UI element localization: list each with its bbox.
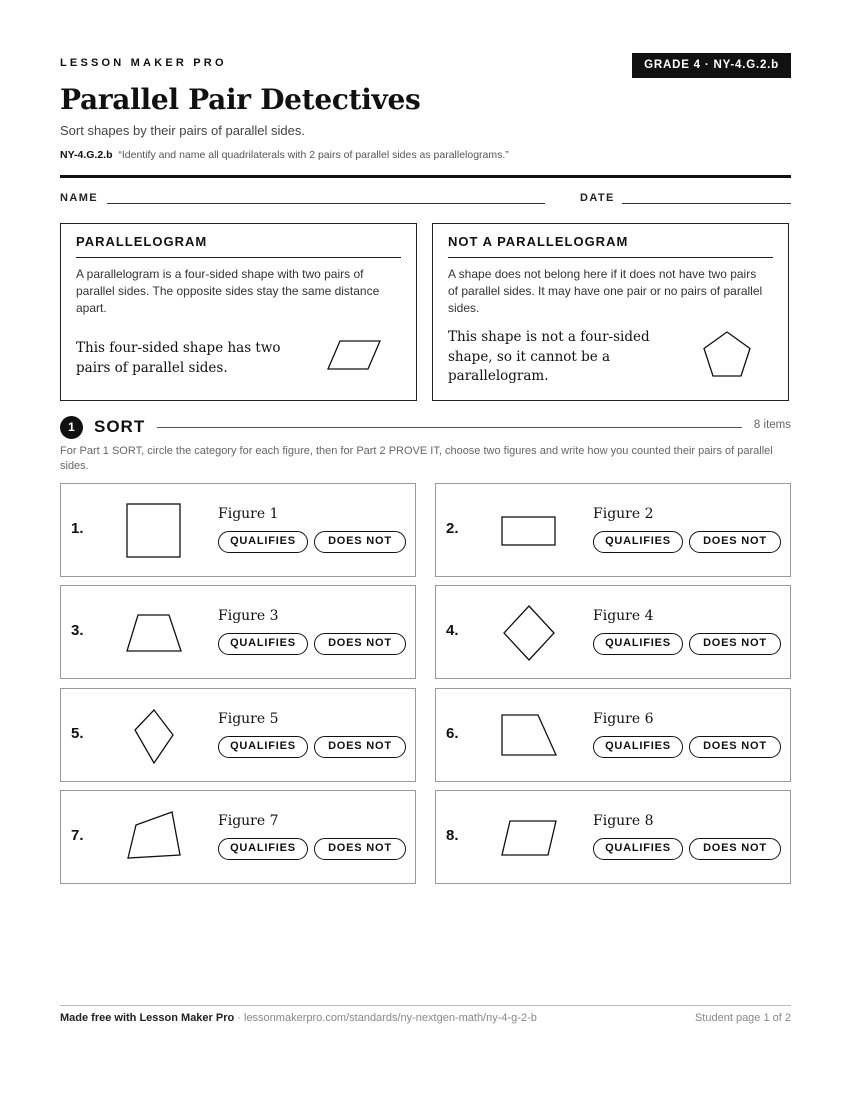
figure-card (435, 585, 791, 679)
does-not-option[interactable]: DOES NOT (689, 838, 781, 860)
qualifies-option[interactable]: QUALIFIES (593, 531, 683, 553)
qualifies-option[interactable]: QUALIFIES (218, 633, 308, 655)
does-not-option[interactable]: DOES NOT (314, 531, 406, 553)
page-title: Parallel Pair Detectives (60, 83, 421, 116)
square-icon (121, 501, 185, 561)
footer-made-with: Made free with Lesson Maker Pro (60, 1012, 235, 1024)
figure-card (60, 790, 416, 884)
figure-card (435, 688, 791, 782)
definition-example: This four-sided shape has two pairs of parallel sides. (76, 340, 281, 376)
item-count: 8 items (753, 419, 791, 431)
definition-divider (448, 257, 773, 258)
standard-text: “Identify and name all quadrilaterals with 2 pairs of parallel sides as parallelograms.” (118, 149, 509, 161)
section-divider (157, 427, 742, 428)
figure-number: 8. (446, 827, 459, 844)
qualifies-option[interactable]: QUALIFIES (593, 838, 683, 860)
qualifies-option[interactable]: QUALIFIES (218, 736, 308, 758)
figure-number: 7. (71, 827, 84, 844)
parallelogram-icon (326, 337, 382, 373)
figure-card (60, 483, 416, 577)
qualifies-option[interactable]: QUALIFIES (218, 531, 308, 553)
figure-number: 6. (446, 725, 459, 742)
irregular-quadrilateral-icon (121, 808, 185, 868)
right-trapezoid-icon (496, 706, 560, 766)
section-title: SORT (94, 417, 146, 436)
standard-code: NY-4.G.2.b (60, 149, 113, 161)
pentagon-icon (699, 328, 755, 382)
definition-parallelogram (60, 223, 417, 401)
does-not-option[interactable]: DOES NOT (689, 633, 781, 655)
footer-link[interactable]: · lessonmakerpro.com/standards/ny-nextgen-math/ny-4-g-2-b (237, 1012, 537, 1024)
figure-number: 4. (446, 622, 459, 639)
header-divider (60, 175, 791, 178)
qualifies-option[interactable]: QUALIFIES (593, 736, 683, 758)
section-number: 1 (60, 416, 83, 439)
standard-line (60, 149, 509, 161)
brand-name: LESSON MAKER PRO (60, 57, 227, 69)
page-subtitle: Sort shapes by their pairs of parallel sides. (60, 123, 305, 138)
figure-card (435, 483, 791, 577)
footer-divider (60, 1005, 791, 1006)
name-label: NAME (60, 192, 98, 204)
footer-page-number: Student page 1 of 2 (694, 1012, 791, 1024)
definition-example: This shape is not a four-sided shape, so it cannot be a parallelogram. (448, 329, 650, 384)
rectangle-icon (496, 501, 560, 561)
figure-card (435, 790, 791, 884)
definition-text: A shape does not belong here if it does not have two pairs of parallel sides. It may have one pair or no pairs of parallel sides. (448, 267, 763, 315)
figure-card (60, 585, 416, 679)
grade-badge: GRADE 4 · NY-4.G.2.b (632, 53, 791, 78)
figure-label: Figure 8 (593, 813, 654, 829)
qualifies-option[interactable]: QUALIFIES (218, 838, 308, 860)
footer-credit (60, 1012, 537, 1024)
figure-number: 2. (446, 520, 459, 537)
does-not-option[interactable]: DOES NOT (689, 531, 781, 553)
name-field[interactable] (107, 203, 545, 204)
figure-label: Figure 2 (593, 506, 654, 522)
figure-label: Figure 4 (593, 608, 654, 624)
does-not-option[interactable]: DOES NOT (314, 633, 406, 655)
qualifies-option[interactable]: QUALIFIES (593, 633, 683, 655)
date-label: DATE (580, 192, 615, 204)
definition-text: A parallelogram is a four-sided shape with two pairs of parallel sides. The opposite sides stay the same distance apart. (76, 267, 380, 315)
figure-card (60, 688, 416, 782)
figure-label: Figure 1 (218, 506, 279, 522)
does-not-option[interactable]: DOES NOT (314, 838, 406, 860)
figure-number: 1. (71, 520, 84, 537)
does-not-option[interactable]: DOES NOT (314, 736, 406, 758)
figure-label: Figure 5 (218, 711, 279, 727)
date-field[interactable] (622, 203, 791, 204)
parallelogram-icon (496, 808, 560, 868)
figure-label: Figure 6 (593, 711, 654, 727)
does-not-option[interactable]: DOES NOT (689, 736, 781, 758)
definition-heading: PARALLELOGRAM (76, 234, 208, 249)
figure-number: 5. (71, 725, 84, 742)
definition-divider (76, 257, 401, 258)
rhombus-icon (496, 603, 560, 663)
instructions: For Part 1 SORT, circle the category for each figure, then for Part 2 PROVE IT, choose two figures and write how you counted their pairs of parallel sides. (60, 445, 773, 472)
figure-label: Figure 3 (218, 608, 279, 624)
trapezoid-icon (121, 603, 185, 663)
definition-not-parallelogram (432, 223, 789, 401)
figure-label: Figure 7 (218, 813, 279, 829)
kite-icon (121, 706, 185, 766)
figure-number: 3. (71, 622, 84, 639)
definition-heading: NOT A PARALLELOGRAM (448, 234, 629, 249)
worksheet-page (60, 0, 791, 1100)
